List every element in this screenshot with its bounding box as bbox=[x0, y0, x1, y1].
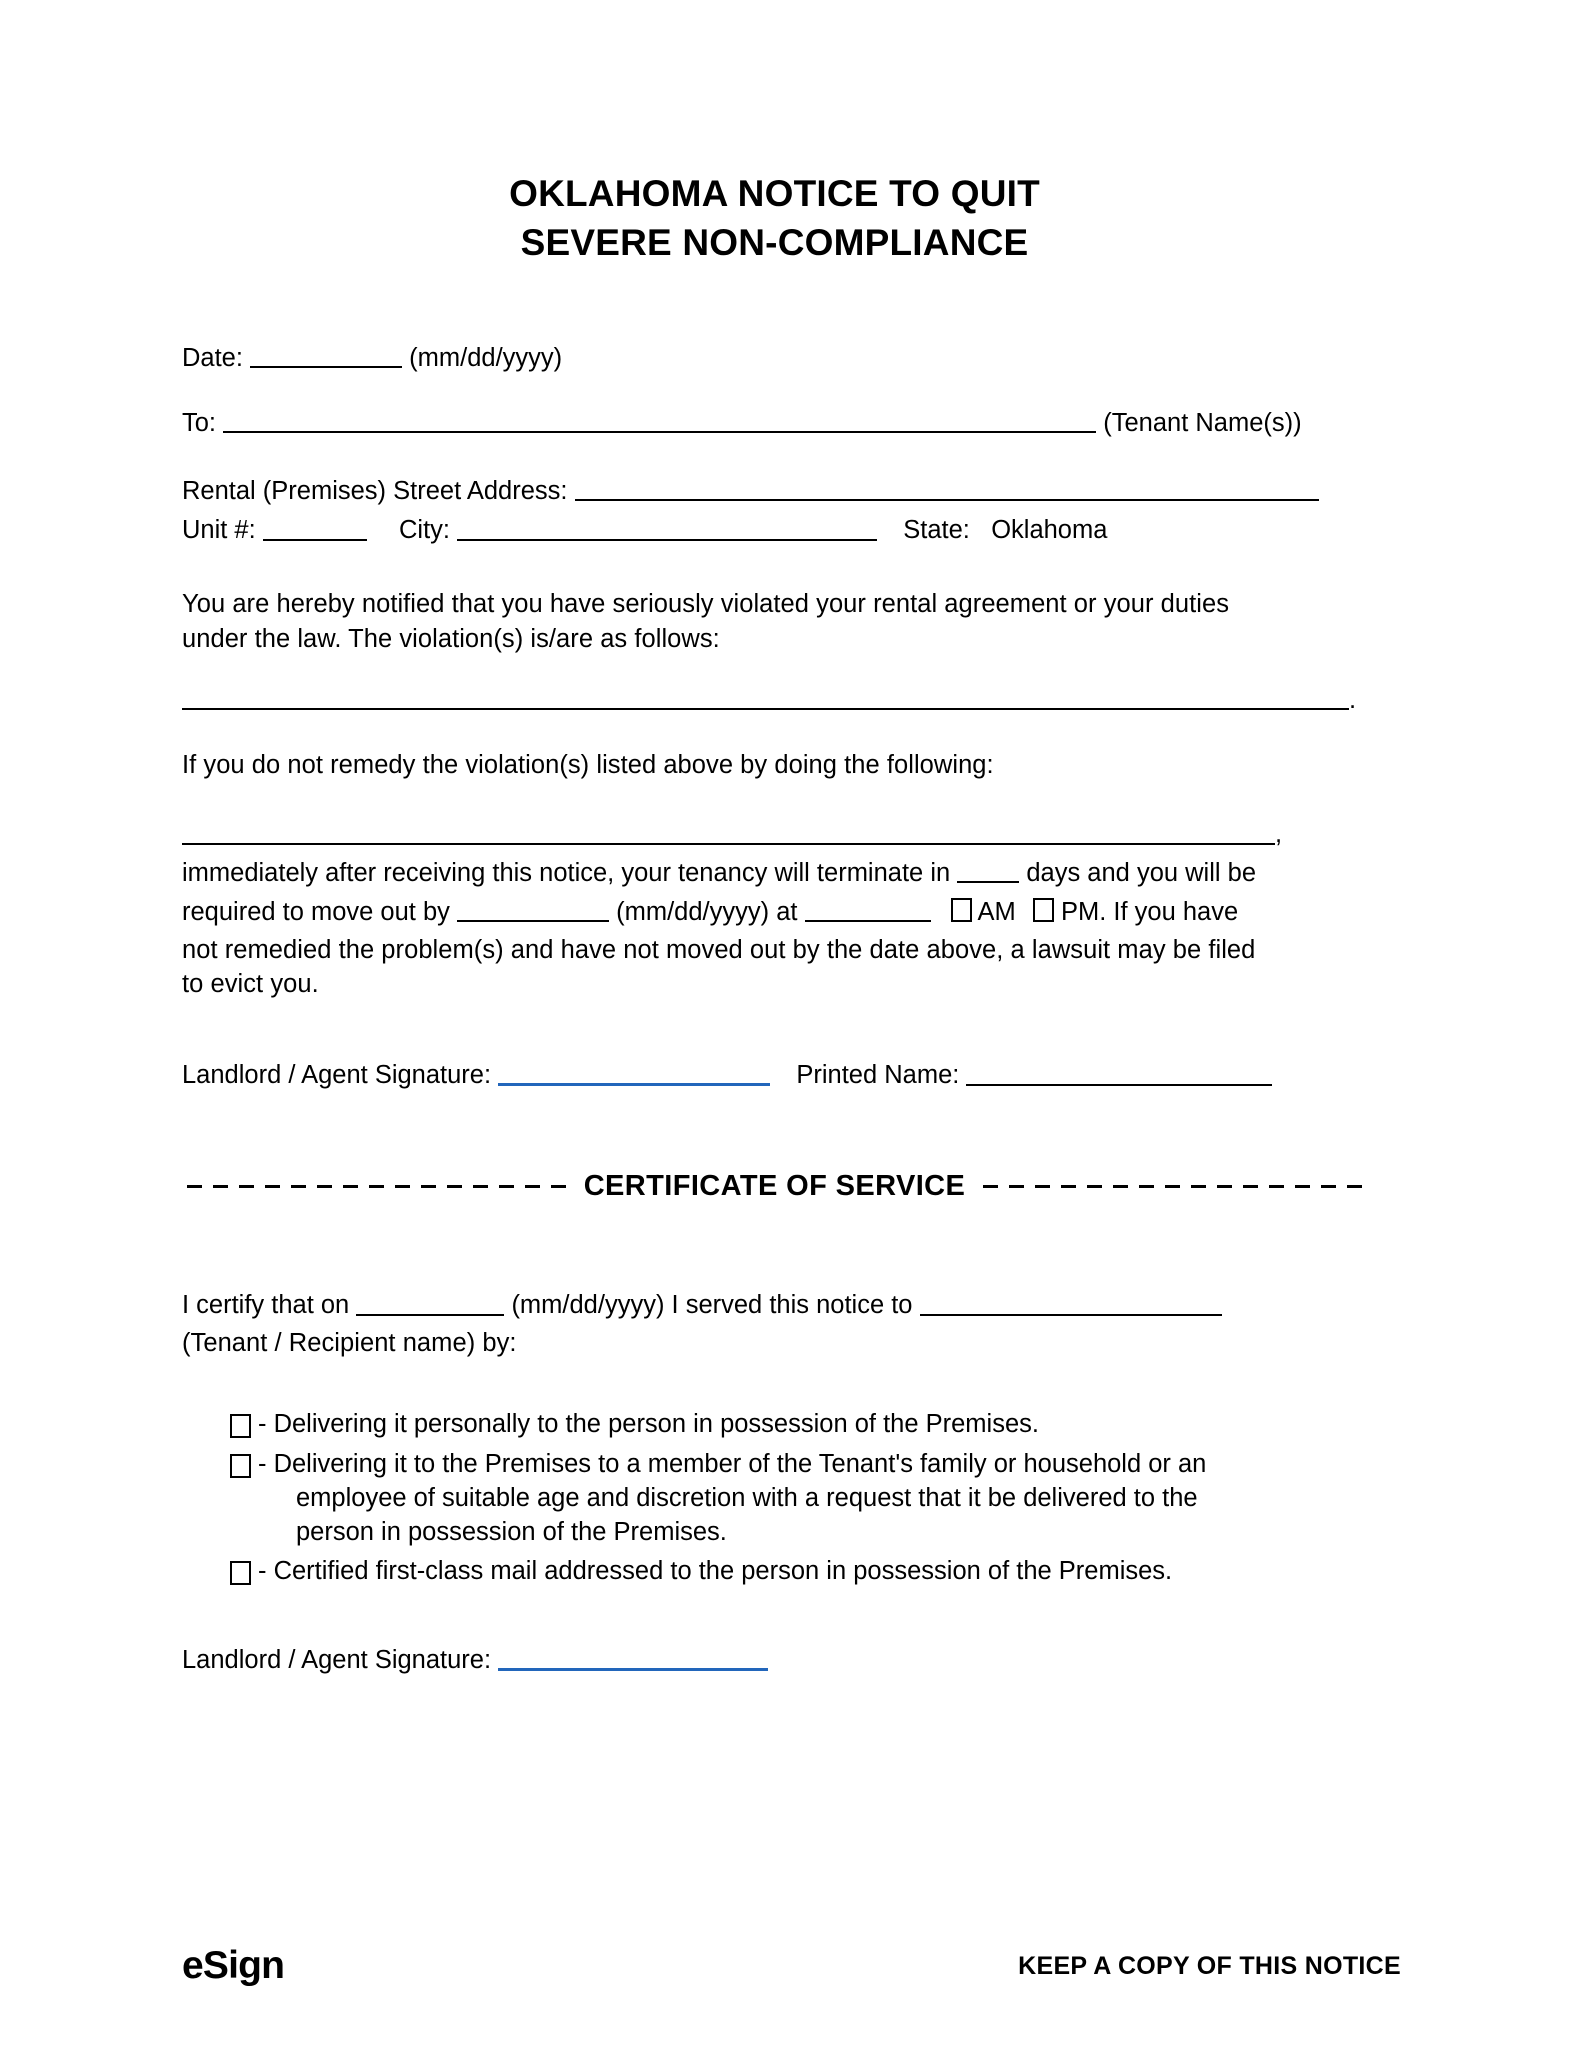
city-label: City: bbox=[398, 516, 450, 545]
street-address-label: Rental (Premises) Street Address: bbox=[182, 476, 568, 505]
certificate-heading: CERTIFICATE OF SERVICE bbox=[583, 1169, 966, 1202]
days-input[interactable] bbox=[957, 855, 1019, 884]
to-row bbox=[182, 405, 1367, 440]
moveout-time-input[interactable] bbox=[805, 894, 931, 923]
to-label: To: bbox=[182, 408, 217, 437]
to-hint: (Tenant Name(s)) bbox=[1103, 408, 1302, 437]
remedy-input[interactable] bbox=[182, 816, 1275, 845]
date-input[interactable] bbox=[250, 340, 402, 369]
delivery-option-label-2 bbox=[258, 1448, 1367, 1550]
delivery-option-checkbox-1[interactable] bbox=[230, 1414, 251, 1438]
certify-mid: I served this notice to bbox=[671, 1290, 913, 1319]
list-item[interactable] bbox=[230, 1448, 1367, 1550]
unit-city-state-row bbox=[182, 512, 1367, 547]
moveout-prefix: required to move out by bbox=[182, 897, 450, 926]
street-address-row bbox=[182, 473, 1367, 508]
delivery-option-label-2-line-3: person in possession of the Premises. bbox=[296, 1517, 727, 1546]
keep-copy-note: KEEP A COPY OF THIS NOTICE bbox=[1018, 1951, 1401, 1980]
delivery-option-label-1: - Delivering it personally to the person in possession of the Premises. bbox=[258, 1409, 1039, 1438]
violation-intro bbox=[182, 587, 1367, 655]
esign-logo: eSign bbox=[182, 1944, 285, 1987]
delivery-options-list bbox=[182, 1408, 1367, 1590]
date-row bbox=[182, 340, 1367, 375]
certificate-signature-row bbox=[182, 1641, 1367, 1677]
state-value: Oklahoma bbox=[991, 516, 1108, 545]
certificate-of-service-header bbox=[182, 1170, 1367, 1203]
list-item[interactable] bbox=[230, 1555, 1367, 1589]
termination-line bbox=[182, 855, 1367, 890]
certificate-signature-input[interactable] bbox=[498, 1641, 768, 1671]
certify-row bbox=[182, 1287, 1367, 1322]
certify-prefix: I certify that on bbox=[182, 1290, 350, 1319]
title-line-1: OKLAHOMA NOTICE TO QUIT bbox=[509, 173, 1040, 214]
closing-line-b: not remedied the problem(s) and have not moved out by the date above, a lawsuit may be filed bbox=[182, 935, 1256, 964]
am-label: AM bbox=[977, 897, 1016, 926]
state-label: State: bbox=[903, 516, 970, 545]
list-item[interactable] bbox=[230, 1408, 1367, 1442]
landlord-signature-label: Landlord / Agent Signature: bbox=[182, 1060, 492, 1089]
date-format-hint: (mm/dd/yyyy) bbox=[409, 343, 563, 372]
street-address-input[interactable] bbox=[575, 473, 1319, 502]
certify-date-hint: (mm/dd/yyyy) bbox=[511, 1290, 665, 1319]
landlord-signature-input[interactable] bbox=[498, 1056, 770, 1086]
certify-second-line: (Tenant / Recipient name) by: bbox=[182, 1328, 517, 1357]
am-checkbox[interactable] bbox=[951, 898, 972, 922]
termination-prefix: immediately after receiving this notice, your tenancy will terminate in bbox=[182, 858, 951, 887]
city-input[interactable] bbox=[457, 512, 877, 541]
date-label: Date: bbox=[182, 343, 243, 372]
certificate-signature-label: Landlord / Agent Signature: bbox=[182, 1646, 492, 1675]
certify-date-input[interactable] bbox=[356, 1287, 504, 1316]
delivery-option-checkbox-3[interactable] bbox=[230, 1561, 251, 1585]
dashes-left bbox=[187, 1185, 566, 1188]
moveout-date-hint: (mm/dd/yyyy) bbox=[616, 897, 770, 926]
delivery-option-checkbox-2[interactable] bbox=[230, 1454, 251, 1478]
page-footer bbox=[182, 1944, 1401, 1988]
pm-checkbox[interactable] bbox=[1033, 898, 1054, 922]
violation-input[interactable] bbox=[182, 682, 1349, 711]
closing-line-c: to evict you. bbox=[182, 969, 319, 998]
delivery-option-label-2-line-1: - Delivering it to the Premises to a member of the Tenant's family or household or an bbox=[258, 1449, 1207, 1478]
remedy-blank-row bbox=[182, 816, 1367, 851]
termination-suffix: days and you will be bbox=[1026, 858, 1256, 887]
signature-row bbox=[182, 1056, 1367, 1092]
violation-terminator: . bbox=[1349, 685, 1357, 714]
delivery-option-label-2-line-2: employee of suitable age and discretion with a request that it be delivered to the bbox=[296, 1483, 1198, 1512]
document-content bbox=[182, 0, 1367, 1677]
certify-recipient-input[interactable] bbox=[920, 1287, 1222, 1316]
moveout-line bbox=[182, 894, 1367, 929]
closing-fragment-a: If you have bbox=[1113, 897, 1239, 926]
pm-label: PM. bbox=[1060, 897, 1107, 926]
title-line-2: SEVERE NON-COMPLIANCE bbox=[520, 221, 1029, 263]
printed-name-input[interactable] bbox=[966, 1057, 1272, 1086]
remedy-terminator: , bbox=[1275, 819, 1283, 848]
violation-blank-row bbox=[182, 682, 1367, 717]
page-title bbox=[182, 0, 1367, 268]
remedy-intro: If you do not remedy the violation(s) listed above by doing the following: bbox=[182, 750, 994, 779]
delivery-option-label-3: - Certified first-class mail addressed to the person in possession of the Premises. bbox=[258, 1557, 1173, 1586]
tenant-name-input[interactable] bbox=[223, 405, 1096, 434]
violation-intro-line-2: under the law. The violation(s) is/are as follows: bbox=[182, 624, 720, 653]
unit-label: Unit #: bbox=[182, 516, 256, 545]
unit-input[interactable] bbox=[263, 512, 367, 541]
moveout-date-input[interactable] bbox=[457, 894, 609, 923]
printed-name-label: Printed Name: bbox=[796, 1060, 960, 1089]
dashes-right bbox=[983, 1185, 1362, 1188]
closing-lines bbox=[182, 933, 1367, 1001]
moveout-at-label: at bbox=[776, 897, 798, 926]
violation-intro-line-1: You are hereby notified that you have seriously violated your rental agreement or your duties bbox=[182, 590, 1229, 619]
